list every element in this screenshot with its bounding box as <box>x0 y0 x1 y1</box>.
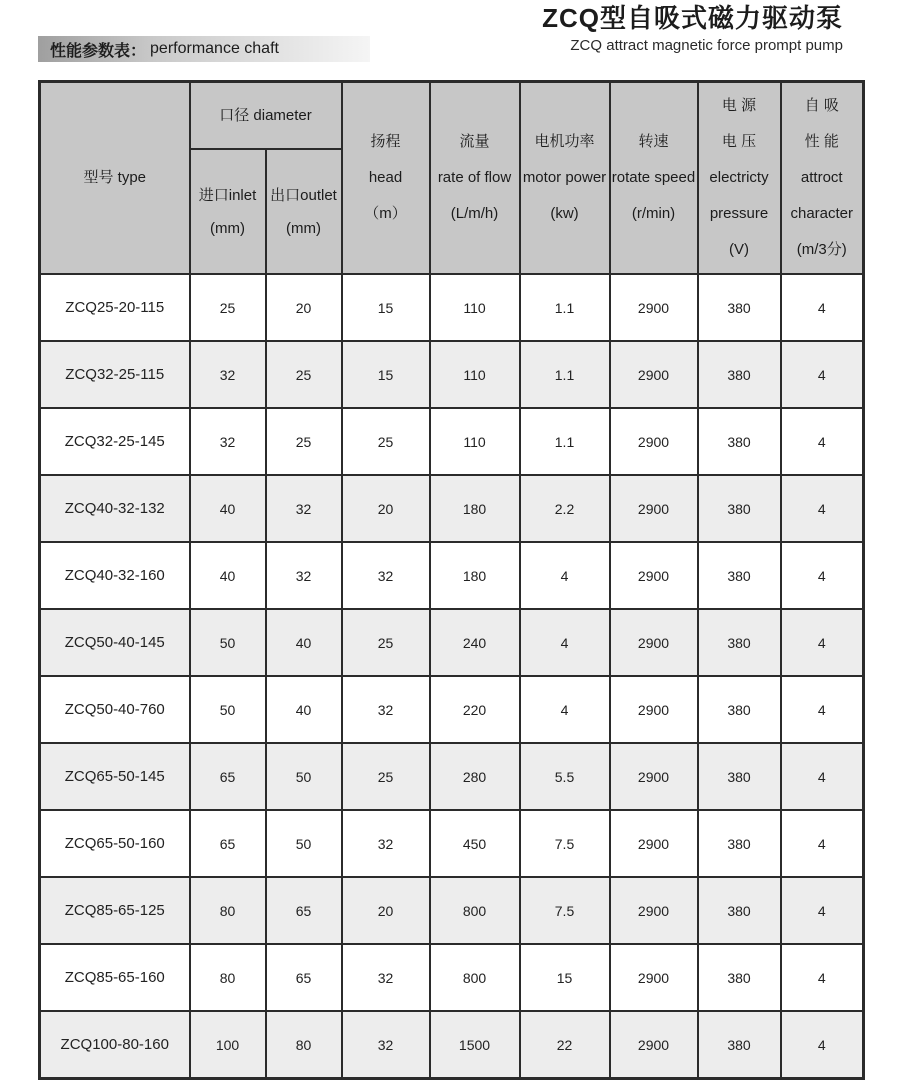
cell-speed: 2900 <box>610 877 698 944</box>
cell-voltage: 380 <box>698 743 781 810</box>
cell-model: ZCQ85-65-125 <box>40 877 190 944</box>
cell-speed: 2900 <box>610 676 698 743</box>
cell-voltage: 380 <box>698 1011 781 1079</box>
col-header-diameter-label: 口径 diameter <box>219 106 312 124</box>
cell-head: 25 <box>342 743 430 810</box>
cell-outlet: 50 <box>266 810 342 877</box>
cell-speed: 2900 <box>610 944 698 1011</box>
cell-inlet: 100 <box>190 1011 266 1079</box>
table-row <box>40 475 864 542</box>
cell-model: ZCQ50-40-145 <box>40 609 190 676</box>
cell-flow: 220 <box>430 676 520 743</box>
cell-outlet: 25 <box>266 341 342 408</box>
cell-power: 7.5 <box>520 810 610 877</box>
cell-attract: 4 <box>781 944 864 1011</box>
cell-power: 2.2 <box>520 475 610 542</box>
cell-flow: 110 <box>430 341 520 408</box>
col-header-outlet: 出口outlet (mm) <box>266 149 342 274</box>
cell-voltage: 380 <box>698 341 781 408</box>
cell-model: ZCQ32-25-115 <box>40 341 190 408</box>
cell-inlet: 25 <box>190 274 266 341</box>
cell-outlet: 32 <box>266 542 342 609</box>
cell-head: 25 <box>342 609 430 676</box>
cell-speed: 2900 <box>610 542 698 609</box>
cell-voltage: 380 <box>698 877 781 944</box>
cell-head: 15 <box>342 341 430 408</box>
cell-voltage: 380 <box>698 810 781 877</box>
cell-power: 4 <box>520 542 610 609</box>
cell-attract: 4 <box>781 408 864 475</box>
cell-attract: 4 <box>781 676 864 743</box>
cell-flow: 240 <box>430 609 520 676</box>
cell-attract: 4 <box>781 609 864 676</box>
cell-flow: 800 <box>430 944 520 1011</box>
col-header-inlet: 进口inlet (mm) <box>190 149 266 274</box>
cell-power: 1.1 <box>520 341 610 408</box>
cell-outlet: 25 <box>266 408 342 475</box>
cell-head: 32 <box>342 1011 430 1079</box>
cell-inlet: 80 <box>190 944 266 1011</box>
table-row <box>40 1011 864 1079</box>
cell-voltage: 380 <box>698 609 781 676</box>
table-row <box>40 743 864 810</box>
cell-flow: 800 <box>430 877 520 944</box>
cell-model: ZCQ65-50-160 <box>40 810 190 877</box>
cell-speed: 2900 <box>610 341 698 408</box>
cell-speed: 2900 <box>610 609 698 676</box>
cell-voltage: 380 <box>698 542 781 609</box>
cell-outlet: 65 <box>266 877 342 944</box>
col-header-head: 扬程 head （m） <box>342 82 430 275</box>
performance-table <box>38 80 865 1080</box>
table-body <box>40 274 864 1079</box>
cell-model: ZCQ85-65-160 <box>40 944 190 1011</box>
cell-voltage: 380 <box>698 475 781 542</box>
cell-model: ZCQ100-80-160 <box>40 1011 190 1079</box>
cell-flow: 110 <box>430 408 520 475</box>
col-header-flow: 流量 rate of flow (L/m/h) <box>430 82 520 275</box>
cell-head: 25 <box>342 408 430 475</box>
col-header-self-priming: 自 吸 性 能 attroct character (m/3分) <box>781 82 864 275</box>
cell-power: 5.5 <box>520 743 610 810</box>
cell-attract: 4 <box>781 542 864 609</box>
cell-head: 32 <box>342 944 430 1011</box>
cell-inlet: 50 <box>190 609 266 676</box>
cell-voltage: 380 <box>698 274 781 341</box>
col-header-model <box>40 82 190 275</box>
cell-power: 22 <box>520 1011 610 1079</box>
table-row <box>40 810 864 877</box>
cell-outlet: 32 <box>266 475 342 542</box>
table-row <box>40 609 864 676</box>
section-label-cn: 性能参数表： <box>50 42 147 60</box>
cell-inlet: 32 <box>190 341 266 408</box>
cell-inlet: 32 <box>190 408 266 475</box>
cell-head: 32 <box>342 810 430 877</box>
cell-model: ZCQ65-50-145 <box>40 743 190 810</box>
page-title: ZCQ型自吸式磁力驱动泵 <box>542 3 843 33</box>
cell-flow: 180 <box>430 542 520 609</box>
table-row <box>40 944 864 1011</box>
cell-attract: 4 <box>781 274 864 341</box>
cell-model: ZCQ32-25-145 <box>40 408 190 475</box>
cell-model: ZCQ50-40-760 <box>40 676 190 743</box>
cell-head: 32 <box>342 676 430 743</box>
cell-outlet: 80 <box>266 1011 342 1079</box>
col-header-model-label: 型号 type <box>83 169 147 186</box>
cell-flow: 280 <box>430 743 520 810</box>
cell-inlet: 80 <box>190 877 266 944</box>
cell-flow: 450 <box>430 810 520 877</box>
cell-inlet: 50 <box>190 676 266 743</box>
cell-voltage: 380 <box>698 408 781 475</box>
cell-head: 20 <box>342 475 430 542</box>
cell-power: 4 <box>520 676 610 743</box>
cell-power: 15 <box>520 944 610 1011</box>
table-row <box>40 877 864 944</box>
cell-head: 20 <box>342 877 430 944</box>
cell-speed: 2900 <box>610 743 698 810</box>
cell-attract: 4 <box>781 810 864 877</box>
section-label-en: performance chaft <box>150 40 279 57</box>
cell-power: 1.1 <box>520 408 610 475</box>
title-block <box>542 2 843 56</box>
cell-speed: 2900 <box>610 475 698 542</box>
cell-head: 32 <box>342 542 430 609</box>
table-row <box>40 408 864 475</box>
cell-voltage: 380 <box>698 944 781 1011</box>
cell-flow: 180 <box>430 475 520 542</box>
cell-speed: 2900 <box>610 810 698 877</box>
col-header-rotate-speed: 转速 rotate speed (r/min) <box>610 82 698 275</box>
cell-power: 4 <box>520 609 610 676</box>
cell-speed: 2900 <box>610 408 698 475</box>
table-header <box>40 82 864 275</box>
cell-inlet: 65 <box>190 810 266 877</box>
cell-inlet: 65 <box>190 743 266 810</box>
table-row <box>40 542 864 609</box>
cell-flow: 1500 <box>430 1011 520 1079</box>
cell-speed: 2900 <box>610 274 698 341</box>
page-subtitle: ZCQ attract magnetic force prompt pump <box>570 37 843 54</box>
cell-outlet: 40 <box>266 609 342 676</box>
col-header-motor-power: 电机功率 motor power (kw) <box>520 82 610 275</box>
col-header-voltage: 电 源 电 压 electricty pressure (V) <box>698 82 781 275</box>
cell-model: ZCQ40-32-160 <box>40 542 190 609</box>
cell-flow: 110 <box>430 274 520 341</box>
col-header-diameter-group <box>190 82 342 150</box>
cell-outlet: 50 <box>266 743 342 810</box>
cell-outlet: 40 <box>266 676 342 743</box>
cell-attract: 4 <box>781 475 864 542</box>
cell-power: 7.5 <box>520 877 610 944</box>
table-row <box>40 274 864 341</box>
table-row <box>40 341 864 408</box>
cell-model: ZCQ40-32-132 <box>40 475 190 542</box>
section-header-band <box>38 36 370 62</box>
cell-attract: 4 <box>781 341 864 408</box>
cell-model: ZCQ25-20-115 <box>40 274 190 341</box>
cell-power: 1.1 <box>520 274 610 341</box>
cell-attract: 4 <box>781 1011 864 1079</box>
cell-outlet: 20 <box>266 274 342 341</box>
cell-inlet: 40 <box>190 542 266 609</box>
cell-head: 15 <box>342 274 430 341</box>
table-row <box>40 676 864 743</box>
cell-voltage: 380 <box>698 676 781 743</box>
cell-attract: 4 <box>781 877 864 944</box>
cell-outlet: 65 <box>266 944 342 1011</box>
cell-inlet: 40 <box>190 475 266 542</box>
cell-attract: 4 <box>781 743 864 810</box>
cell-speed: 2900 <box>610 1011 698 1079</box>
